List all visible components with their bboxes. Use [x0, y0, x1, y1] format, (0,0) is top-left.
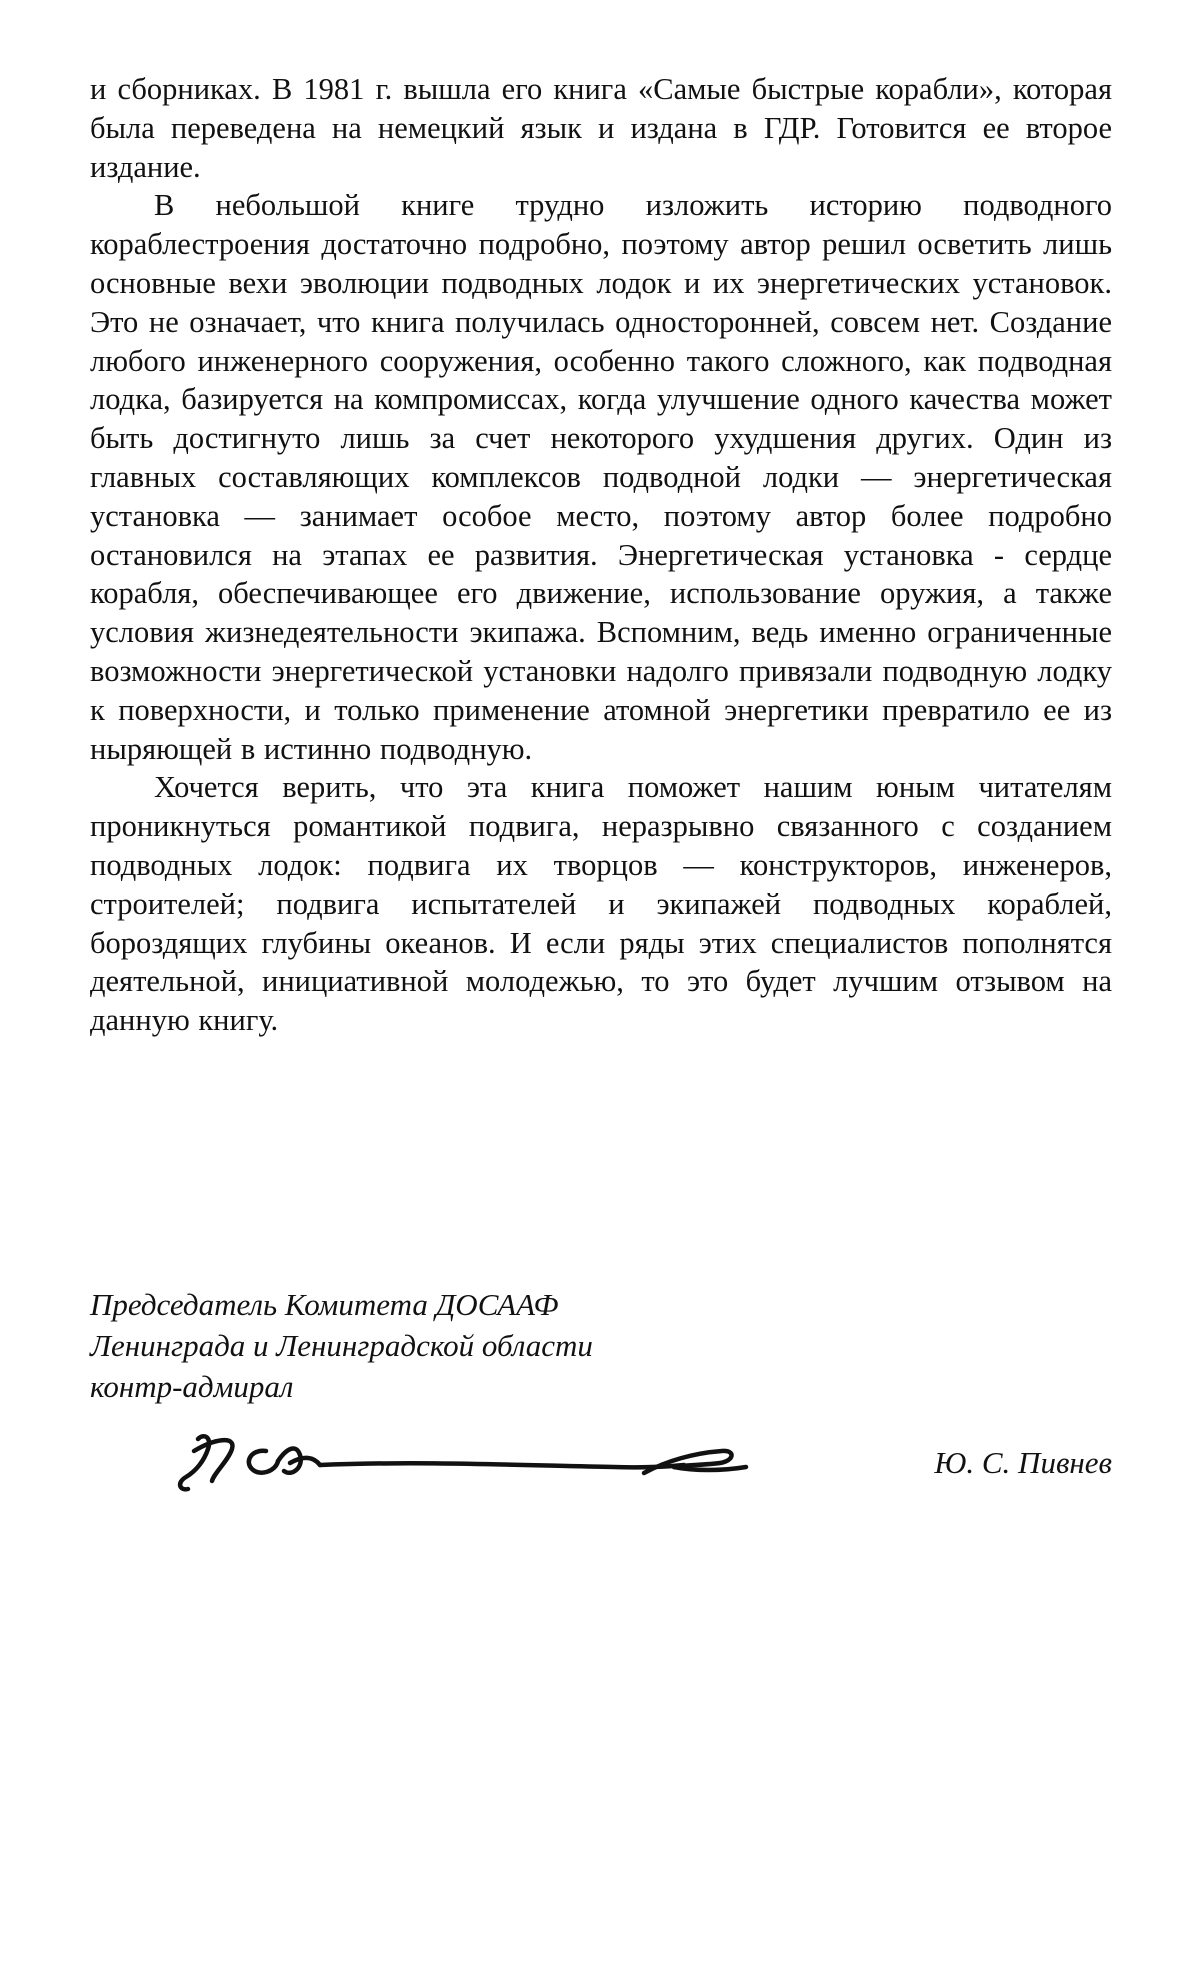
signer-title-line-2: Ленинграда и Ленинградской области [90, 1328, 593, 1363]
signature-block [90, 1284, 1112, 1509]
signer-name: Ю. С. Пивнев [934, 1445, 1112, 1480]
signature-row [90, 1419, 1112, 1509]
signer-title-line-1: Председатель Комитета ДОСААФ [90, 1287, 559, 1322]
paragraph-3: Хочется верить, что эта книга поможет нашим юным читателям проникнуться романтикой подвига, неразрывно связанного с созданием подводных лодок: подвига их творцов — конструкторов, инженеров, строителей; подвига испытателей и экипажей подводных кораблей, бороздящих глубины океанов. И если ряды этих специалистов пополнятся деятельной, инициативной молодежью, то это будет лучшим отзывом на данную книгу. [90, 770, 1112, 1038]
main-text [90, 70, 1112, 1040]
signer-title-line-3: контр-адмирал [90, 1369, 294, 1404]
handwritten-signature [174, 1421, 774, 1501]
paragraph-1: и сборниках. В 1981 г. вышла его книга «Самые быстрые корабли», которая была переведена на немецкий язык и издана в ГДР. Готовится ее второе издание. [90, 72, 1112, 184]
paragraph-2: В небольшой книге трудно изложить историю подводного кораблестроения достаточно подробно, поэтому автор решил осветить лишь основные вехи эволюции подводных лодок и их энергетических установок. Это не означает, что книга получилась односторонней, совсем нет. Создание любого инженерного сооружения, особенно такого сложного, как подводная лодка, базируется на компромиссах, когда улучшение одного качества может быть достигнуто лишь за счет некоторого ухудшения других. Один из главных составляющих комплексов подводной лодки — энергетическая установка — занимает особое место, поэтому автор более подробно остановился на этапах ее развития. Энергетическая установка - сердце корабля, обеспечивающее его движение, использование оружия, а также условия жизнедеятельности экипажа. Вспомним, ведь именно ограниченные возможности энергетической установки надолго привязали подводную лодку к поверхности, и только применение атомной энергетики превратило ее из ныряющей в истинно подводную. [90, 188, 1112, 766]
